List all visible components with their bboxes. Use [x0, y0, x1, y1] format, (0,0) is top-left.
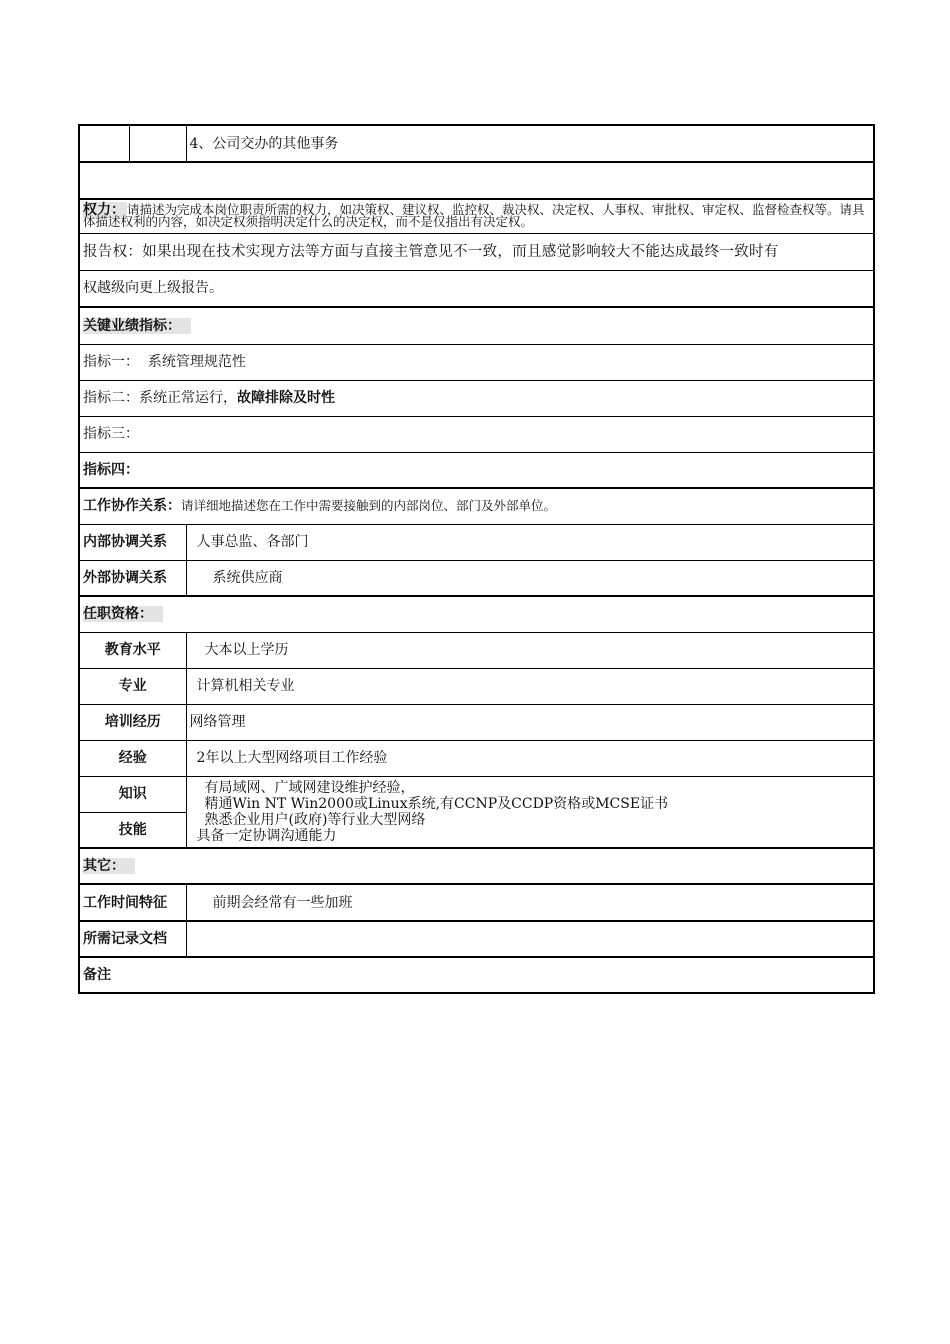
education-value: 大本以上学历: [186, 632, 874, 668]
worktime-label: 工作时间特征: [79, 884, 186, 921]
blank-row: [79, 162, 874, 199]
kpi-item-2: [79, 380, 874, 416]
kpi-item-3: [79, 416, 874, 452]
relations-description: 请详细地描述您在工作中需要接触到的内部岗位、部门及外部单位。: [181, 498, 557, 514]
knowledge-line: 熟悉企业用户(政府)等行业大型网络: [204, 811, 426, 828]
major-label: 专业: [79, 668, 186, 704]
qualifications-header: [79, 596, 874, 632]
knowledge-line: 有局域网、广域网建设维护经验，: [204, 779, 415, 796]
major-value: 计算机相关专业: [186, 668, 874, 704]
authority-line-2: 权越级向更上级报告。: [79, 270, 874, 307]
external-relations-value: 系统供应商: [186, 560, 874, 596]
duty-index-cell: [79, 125, 129, 162]
relations-label: 工作协作关系：: [83, 498, 181, 515]
remarks-label: 备注: [79, 957, 874, 993]
training-value: 网络管理: [186, 704, 874, 740]
job-description-sheet: [78, 124, 873, 994]
kpi-prefix: 指标四：: [83, 461, 139, 478]
kpi-header: [79, 307, 874, 344]
knowledge-line: 精通Win NT Win2000或Linux系统,有CCNP及CCDP资格或MCSE证书: [204, 795, 669, 812]
kpi-item-1: [79, 344, 874, 380]
experience-label: 经验: [79, 740, 186, 776]
duty-item-4: 4、公司交办的其他事务: [186, 125, 874, 162]
relations-header: [79, 488, 874, 524]
internal-relations-label: 内部协调关系: [79, 524, 186, 560]
knowledge-skills-value: [186, 776, 874, 848]
skills-label: 技能: [79, 812, 186, 848]
authority-label: 权力：: [83, 202, 125, 219]
kpi-prefix: 指标三：: [83, 426, 139, 442]
kpi-text: 系统管理规范性: [139, 354, 246, 370]
kpi-item-4: [79, 452, 874, 488]
other-label: 其它：: [83, 858, 135, 874]
experience-value: 2年以上大型网络项目工作经验: [186, 740, 874, 776]
kpi-label: 关键业绩指标：: [83, 318, 191, 334]
knowledge-label: 知识: [79, 776, 186, 812]
kpi-prefix: 指标二：: [83, 390, 139, 406]
authority-line-1: 报告权：如果出现在技术实现方法等方面与直接主管意见不一致，而且感觉影响较大不能达成最终一致时有: [79, 233, 874, 270]
training-label: 培训经历: [79, 704, 186, 740]
qualifications-label: 任职资格：: [83, 606, 163, 622]
worktime-value: 前期会经常有一些加班: [186, 884, 874, 921]
kpi-bold-text: 故障排除及时性: [237, 390, 335, 406]
kpi-text: 系统正常运行，: [139, 390, 237, 406]
knowledge-line: 具备一定协调沟通能力: [196, 827, 337, 844]
internal-relations-value: 人事总监、各部门: [186, 524, 874, 560]
authority-description: 请描述为完成本岗位职责所需的权力，如决策权、建议权、监控权、裁决权、决定权、人事权、审批权、审定权、监督检查权等。请具体描述权利的内容，如决定权须指明决定什么的决定权，而不是仅指出有决定权。: [83, 202, 865, 230]
duty-blank-cell: [129, 125, 186, 162]
authority-header: [79, 199, 874, 233]
records-value: [186, 921, 874, 957]
external-relations-label: 外部协调关系: [79, 560, 186, 596]
job-description-table: [78, 124, 875, 994]
records-label: 所需记录文档: [79, 921, 186, 957]
other-header: [79, 848, 874, 884]
kpi-prefix: 指标一：: [83, 354, 139, 370]
education-label: 教育水平: [79, 632, 186, 668]
